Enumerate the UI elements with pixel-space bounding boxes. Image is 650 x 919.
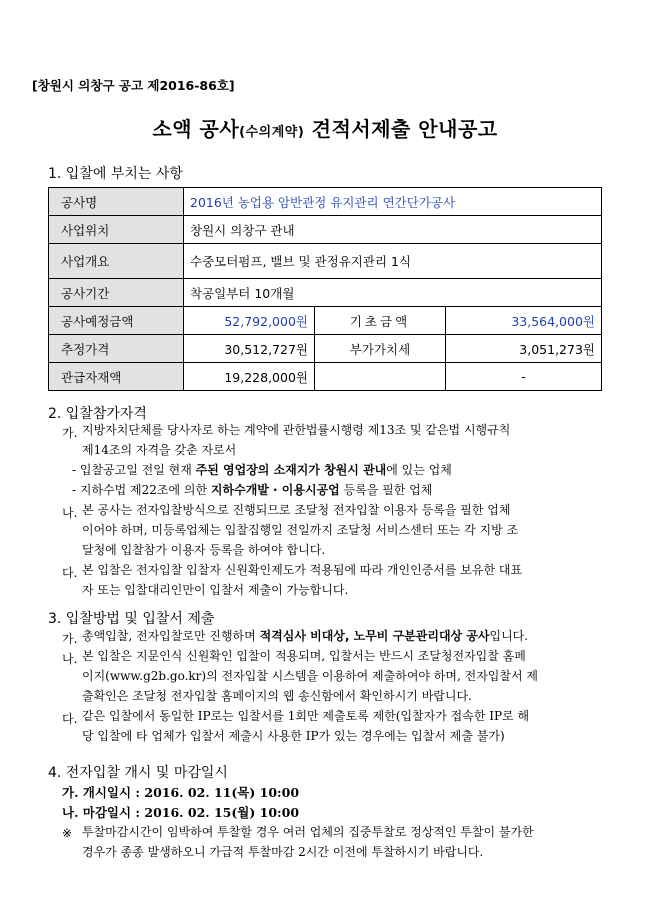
title-main-1: 소액 공사 — [152, 117, 240, 141]
s2-dash-1 — [72, 460, 452, 480]
row-label: 사업위치 — [49, 216, 184, 244]
item-label: 가. — [62, 426, 78, 440]
s3-ga-text — [82, 626, 528, 646]
vat-label: 부가가치세 — [315, 335, 446, 363]
section-4-heading: 4. 전자입찰 개시 및 마감일시 — [48, 765, 228, 781]
text-line: 경우가 종종 발생하오니 가급적 투찰마감 2시간 이전에 투찰하시기 바랍니다. — [82, 845, 484, 859]
note-mark: ※ — [62, 826, 73, 840]
item-label: 나. — [62, 506, 78, 520]
row-label: 공사기간 — [49, 279, 184, 307]
text-line: 같은 입찰에서 동일한 IP로는 입찰서를 1회만 제출토록 제한(입찰자가 접속한 IP로 해 — [82, 709, 530, 723]
item-label: 다. — [62, 712, 78, 726]
project-name-value: 2016년 농업용 암반관정 유지관리 연간단가공사 — [184, 188, 602, 216]
s3-da-text — [82, 706, 529, 746]
table-row — [49, 279, 602, 307]
row-label: 공사명 — [49, 188, 184, 216]
s2-na-text — [82, 500, 518, 560]
estimated-price-value: 30,512,727원 — [184, 335, 315, 363]
text-bold: 적격심사 비대상, 노무비 구분관리대상 공사 — [259, 629, 490, 643]
text-line: 본 입찰은 지문인식 신원확인 입찰이 적용되며, 입찰서는 반드시 조달청전자입찰 홈페 — [82, 649, 526, 663]
text-line: 이지(www.g2b.go.kr)의 전자입찰 시스템을 이용하여 제출하여야 하며, 전자입찰서 제 — [82, 669, 538, 683]
empty-label — [315, 363, 446, 391]
table-row — [49, 216, 602, 244]
page-title — [0, 113, 650, 142]
item-label: 나. — [62, 652, 78, 666]
text-segment: 등록을 필한 업체 — [339, 483, 433, 497]
period-value: 착공일부터 10개월 — [184, 279, 602, 307]
text-line: 달청에 입찰참가 이용자 등록을 하여야 합니다. — [82, 543, 326, 557]
text-line: 제14조의 자격을 갖춘 자로서 — [82, 443, 237, 457]
table-row — [49, 335, 602, 363]
planned-amount-value: 52,792,000원 — [184, 307, 315, 335]
table-row — [49, 363, 602, 391]
section-1-heading: 1. 입찰에 부치는 사항 — [48, 166, 183, 182]
section-3-heading: 3. 입찰방법 및 입찰서 제출 — [48, 611, 215, 627]
text-bold: 주된 영업장의 소재지가 창원시 관내 — [195, 463, 387, 477]
supplied-material-value: 19,228,000원 — [184, 363, 315, 391]
s2-da-text — [82, 560, 522, 600]
table-row — [49, 188, 602, 216]
base-amount-label: 기초금액 — [315, 307, 446, 335]
location-value: 창원시 의창구 관내 — [184, 216, 602, 244]
item-label: 다. — [62, 566, 78, 580]
section-2-heading: 2. 입찰참가자격 — [48, 406, 147, 422]
text-line: 출확인은 조달청 전자입찰 홈페이지의 웹 송신함에서 확인하시기 바랍니다. — [82, 689, 472, 703]
open-datetime: 가. 개시일시 : 2016. 02. 11(목) 10:00 — [62, 785, 300, 800]
text-segment: - 지하수법 제22조에 의한 — [72, 483, 211, 497]
text-line: 당 입찰에 타 업체가 입찰서 제출시 사용한 IP가 있는 경우에는 입찰서 제출 불가) — [82, 729, 505, 743]
s2-ga-text — [82, 420, 510, 460]
empty-value: - — [446, 363, 602, 391]
text-line: 본 입찰은 전자입찰 입찰자 신원확인제도가 적용됨에 따라 개인인증서를 보유한 대표 — [82, 563, 523, 577]
overview-value: 수중모터펌프, 밸브 및 관정유지관리 1식 — [184, 244, 602, 279]
text-line: 지방자치단체를 당사자로 하는 계약에 관한법률시행령 제13조 및 같은법 시행규칙 — [82, 423, 511, 437]
notice-number: [창원시 의창구 공고 제2016-86호] — [32, 78, 235, 93]
item-label: 가. — [62, 632, 78, 646]
table-row — [49, 307, 602, 335]
close-datetime: 나. 마감일시 : 2016. 02. 15(월) 10:00 — [62, 805, 300, 820]
vat-value: 3,051,273원 — [446, 335, 602, 363]
text-segment: - 입찰공고일 전일 현재 — [72, 463, 196, 477]
bid-info-table — [48, 187, 602, 391]
row-label: 추정가격 — [49, 335, 184, 363]
title-main-2: 견적서제출 안내공고 — [304, 117, 498, 141]
table-row — [49, 244, 602, 279]
row-label: 공사예정금액 — [49, 307, 184, 335]
note-text — [82, 822, 534, 862]
text-line: 이어야 하며, 미등록업체는 입찰집행일 전일까지 조달청 서비스센터 또는 각 지방 조 — [82, 523, 519, 537]
text-line: 투찰마감시간이 임박하여 투찰할 경우 여러 업체의 집중투찰로 정상적인 투찰이 불가한 — [82, 825, 534, 839]
text-segment: 에 있는 업체 — [386, 463, 452, 477]
text-segment: 입니다. — [489, 629, 529, 643]
row-label: 사업개요 — [49, 244, 184, 279]
row-label: 관급자재액 — [49, 363, 184, 391]
text-line: 자 또는 입찰대리인만이 입찰서 제출이 가능합니다. — [82, 583, 349, 597]
s2-dash-2 — [72, 480, 432, 500]
s3-na-text — [82, 646, 538, 706]
text-segment: 총액입찰, 전자입찰로만 진행하며 — [82, 629, 260, 643]
text-line: 본 공사는 전자입찰방식으로 진행되므로 조달청 전자입찰 이용자 등록을 필한 업체 — [82, 503, 511, 517]
title-paren: (수의계약) — [239, 125, 305, 140]
text-bold: 지하수개발 · 이용시공업 — [210, 483, 340, 497]
base-amount-value: 33,564,000원 — [446, 307, 602, 335]
